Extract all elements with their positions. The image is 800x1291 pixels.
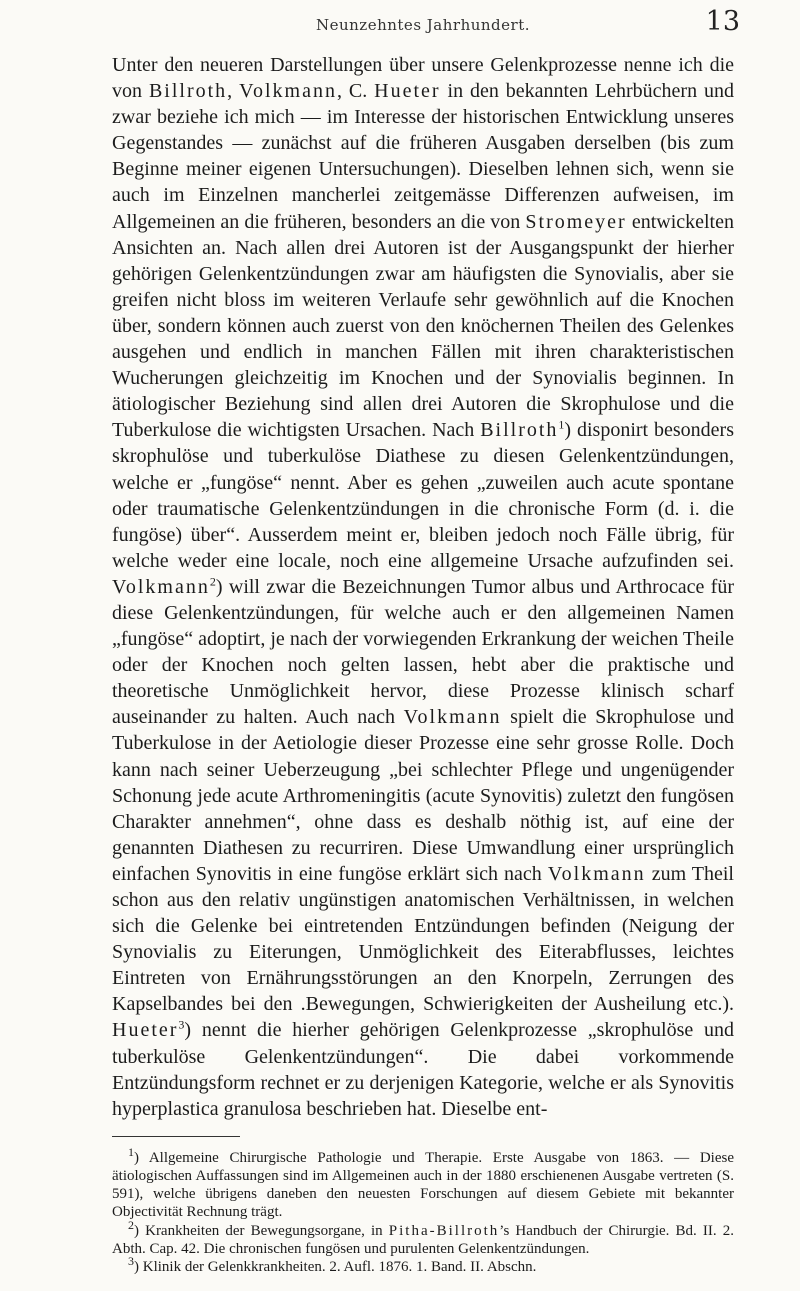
footnote-divider xyxy=(112,1136,240,1137)
text-run: , C. xyxy=(336,80,375,103)
footnote-text: ) Allgemeine Chirurgische Pathologie und Therapie. Erste Ausgabe von 1863. — Diese ätiologischen Auffassungen sind im Allgemeinen auch in der 1880 erschienenen Ausgabe vertreten (S. 591), welche übrigens daneben den neuesten Forschungen auf diesem Gebiete mit bekannter Objectivität Rechnung trägt. xyxy=(112,1149,734,1221)
author-name: Volkmann xyxy=(239,80,337,103)
footnote-text: ) Klinik der Gelenkkrankheiten. 2. Aufl. 1876. 1. Band. II. Abschn. xyxy=(134,1259,537,1276)
author-name: Volkmann xyxy=(403,706,502,729)
page-number: 13 xyxy=(705,6,740,37)
text-run: spielt die Skrophulose und Tuberkulose in der Aetiologie dieser Prozesse eine sehr grosse Rolle. Doch kann nach seiner Ueberzeugung „bei schlechter Pflege und ungenügender Schonung jede acute Arthromeningitis (acute Synovitis) zuletzt den fungösen Charakter annehmen“, ohne dass es deshalb nöthig ist, auf eine der genannten Diathesen zu recurriren. Diese Umwandlung einer ursprünglich einfachen Synovitis in eine fungöse erklärt sich nach xyxy=(112,706,734,885)
author-name: Hueter xyxy=(112,1019,179,1042)
author-name: Pitha-Billroth xyxy=(388,1222,500,1239)
author-name: Stromeyer xyxy=(525,210,627,233)
text-run: ) will zwar die Bezeichnungen Tumor albus und Arthrocace für diese Gelenkentzündungen, für welche auch er den allgemeinen Namen „fungöse“ adoptirt, je nach der vorwiegenden Erkrankung der weichen Theile oder der Knochen noch gelten lassen, hebt aber die praktische und theoretische Unmöglichkeit hervor, diese Prozesse klinisch scharf auseinander zu halten. Auch nach xyxy=(112,575,734,729)
author-name: Volkmann xyxy=(112,575,210,598)
text-run: in den bekannten Lehrbüchern und zwar beziehe ich mich — im Interesse der historischen Entwicklung unseres Gegenstandes — zunächst auf die früheren Ausgaben derselben (bis zum Beginne meiner eigenen Untersuchungen). Dieselben lehnen sich, wenn sie auch im Einzelnen mancherlei zeitgemässe Differenzen aufweisen, im Allgemeinen an die früheren, besonders an die von xyxy=(112,80,735,233)
author-name: Volkmann xyxy=(547,862,646,885)
author-name: Billroth xyxy=(148,80,228,103)
footnote-mark: 1 xyxy=(128,1144,134,1159)
author-name: Billroth xyxy=(480,419,559,442)
text-run: entwickelten Ansichten an. Nach allen drei Autoren ist der Ausgangspunkt der hierher gehörigen Gelenkentzündungen zwar am häufigsten die Synovialis, aber sie greifen nicht bloss im weiteren Verlaufe sehr gewöhnlich auf die Knochen über, sondern können auch zuerst von den knöchernen Theilen des Gelenkes ausgehen und endlich in manchen Fällen mit ihren charakteristischen Wucherungen gleichzeitig im Knochen und der Synovialis beginnen. In ätiologischer Beziehung sind allen drei Autoren die Skrophulose und die Tuberkulose die wichtigsten Ursachen. Nach xyxy=(112,210,734,442)
text-run: zum Theil schon aus den relativ ungünstigen anatomischen Verhältnissen, in welchen sich die Gelenke bei eintretenden Entzündungen befinden (Neigung der Synovialis zu Eiterungen, Unmöglichkeit des Eiterabflusses, leichtes Eintreten von Ernährungsstörungen an den Knorpeln, Zerrungen des Kapselbandes bei den .Bewegungen, Schwierigkeiten der Ausheilung etc.). xyxy=(112,862,734,1016)
text-run: , xyxy=(227,80,240,103)
running-title: Neunzehntes Jahrhundert. xyxy=(315,16,530,34)
footnote-2 xyxy=(112,1217,734,1258)
text-run: Unter den neueren Darstellungen über unsere Gelenkprozesse nenne ich die von xyxy=(112,54,734,103)
footnotes xyxy=(112,1144,734,1276)
author-name: Hueter xyxy=(374,80,441,103)
footnote-3 xyxy=(112,1254,734,1276)
footnote-ref: 1 xyxy=(558,417,565,432)
page-header xyxy=(112,0,740,52)
footnote-text: ) Krankheiten der Bewegungsorgane, in xyxy=(134,1222,389,1239)
footnote-text: ’s Handbuch der Chirurgie. Bd. II. 2. Abth. Cap. 42. Die chronischen fungösen und purulenten Gelenkentzündungen. xyxy=(112,1222,734,1257)
footnote-ref: 2 xyxy=(209,574,216,589)
footnote-1 xyxy=(112,1144,734,1222)
book-page xyxy=(112,0,740,1276)
body-paragraph xyxy=(112,52,734,1122)
footnote-mark: 3 xyxy=(128,1254,134,1269)
text-run: ) nennt die hierher gehörigen Gelenkprozesse „skrophulöse und tuberkulöse Gelenkentzündungen“. Die dabei vorkommende Entzündungsform rechnet er zu derjenigen Kategorie, welche er als Synovitis hyperplastica granulosa beschrieben hat. Dieselbe ent- xyxy=(112,1019,734,1120)
footnote-ref: 3 xyxy=(178,1017,185,1032)
footnote-mark: 2 xyxy=(128,1217,134,1232)
text-run: ) disponirt besonders skrophulöse und tuberkulöse Diathese zu diesen Gelenkentzündungen, welche er „fungöse“ nennt. Aber es gehen „zuweilen auch acute spontane oder traumatische Gelenkentzündungen in die chronische Form (d. i. die fungöse) über“. Ausserdem meint er, bleiben jedoch noch Fälle übrig, für welche weder eine locale, noch eine allgemeine Ursache aufzufinden sei. xyxy=(112,419,734,572)
